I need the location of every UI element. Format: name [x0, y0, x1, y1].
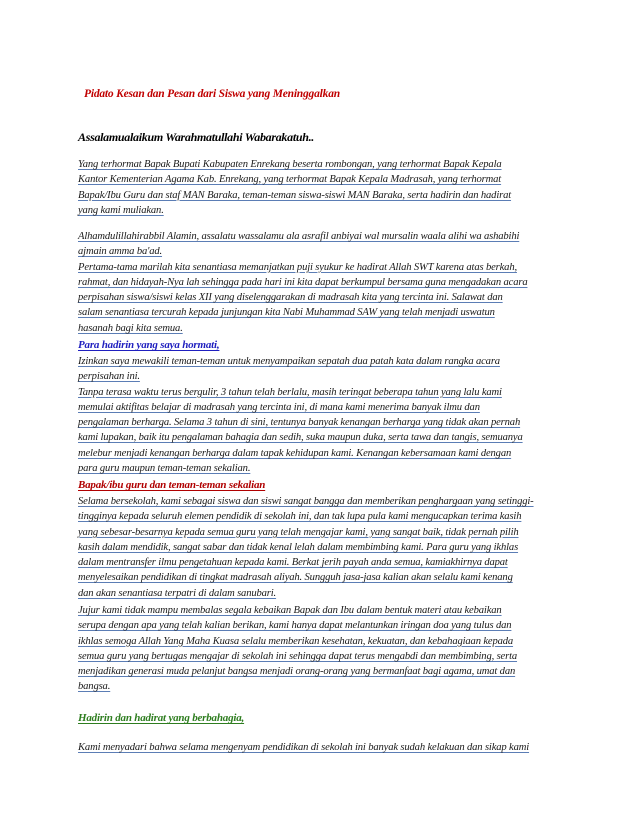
paragraph-prayer-for-teachers: [78, 603, 564, 695]
heading-hadirin-hadirat: Hadirin dan hadirat yang berbahagia,: [78, 712, 245, 724]
text-line: Kami menyadari bahwa selama mengenyam pendidikan di sekolah ini banyak sudah kelakuan dan sikap kami: [78, 742, 530, 753]
text-line: Izinkan saya mewakili teman-teman untuk menyampaikan sepatah dua patah kata dalam rangka acara: [78, 356, 500, 367]
text-line: semua guru yang bertugas mengajar di sekolah ini sehingga dapat terus mengabdi dan membimbing, serta: [78, 650, 518, 662]
text-line: ikhlas semoga Allah Yang Maha Kuasa selalu memberikan kesehatan, kekuatan, dan kebahagiaan kepada: [78, 635, 514, 647]
text-line: kasih dalam mendidik, sangat sabar dan tidak kenal lelah dalam membimbing kami. Para guru yang ikhlas: [78, 541, 519, 553]
paragraph-apology: [78, 740, 564, 755]
text-line: menjadikan generasi muda pelanjut bangsa menjadi orang-orang yang bermanfaat bagi agama, umat dan: [78, 666, 516, 678]
opening-greeting: Assalamualaikum Warahmatullahi Wabarakatuh..: [78, 130, 314, 144]
text-line: yang kami muliakan.: [78, 204, 164, 216]
text-line: Kantor Kementerian Agama Kab. Enrekang, yang terhormat Bapak Kepala Madrasah, yang terhormat: [78, 174, 502, 186]
text-line: Alhamdulillahirabbil Alamin, assalatu wassalamu ala asrafil anbiyai wal mursalin waala alihi wa ashabihi: [78, 231, 520, 242]
text-line: memulai aktifitas belajar di madrasah yang tercinta ini, di mana kami menerima banyak ilmu dan: [78, 401, 480, 413]
text-line: perpisahan siswa/siswi kelas XII yang diselenggarakan di madrasah kita yang tercinta ini. Salawat dan: [78, 292, 503, 304]
paragraph-gratitude: [78, 494, 564, 601]
text-line: tingginya kepada seluruh elemen pendidik di sekolah ini, dan tak lupa pula kami mengucapkan terima kasih: [78, 511, 522, 523]
text-line: Pertama-tama marilah kita senantiasa memanjatkan puji syukur ke hadirat Allah SWT karena atas berkah,: [78, 261, 517, 273]
text-line: melebur menjadi kenangan berharga dalam tapak kehidupan kami. Kenangan kebersamaan kami dengan: [78, 447, 512, 459]
text-line: dalam mentransfer ilmu pengetahuan kepada kami. Berkat jerih payah anda semua, kamiakhirnya dapat: [78, 557, 508, 569]
paragraph-salutations: [78, 157, 564, 218]
speech-title: Pidato Kesan dan Pesan dari Siswa yang Meninggalkan: [84, 88, 340, 100]
text-line: Bapak/Ibu Guru dan staf MAN Baraka, teman-teman siswa-siswi MAN Baraka, serta hadirin dan hadirat: [78, 189, 512, 201]
text-line: perpisahan ini.: [78, 371, 140, 383]
heading-bapak-ibu-guru: Bapak/ibu guru dan teman-teman sekalian: [78, 479, 266, 491]
text-line: Tanpa terasa waktu terus bergulir, 3 tahun telah berlalu, masih teringat beberapa tahun yang lalu kami: [78, 386, 502, 398]
text-line: para guru maupun teman-teman sekalian.: [78, 463, 251, 475]
paragraph-memories: [78, 354, 564, 476]
text-line: dan akan senantiasa terpatri di dalam sanubari.: [78, 587, 277, 599]
heading-para-hadirin: Para hadirin yang saya hormati,: [78, 339, 220, 351]
text-line: menyelesaikan pendidikan di tingkat madrasah aliyah. Sungguh jasa-jasa kalian akan selalu kami kenang: [78, 572, 513, 584]
paragraph-opening-prayer: [78, 229, 564, 336]
text-line: hasanah bagi kita semua.: [78, 322, 183, 334]
text-line: Selama bersekolah, kami sebagai siswa dan siswi sangat bangga dan memberikan penghargaan yang setinggi-: [78, 496, 534, 507]
text-line: ajmain amma ba'ad.: [78, 246, 163, 258]
text-line: rahmat, dan hidayah-Nya lah sehingga pada hari ini kita dapat berkumpul bersama guna mengadakan acara: [78, 276, 528, 288]
text-line: Yang terhormat Bapak Bupati Kabupaten Enrekang beserta rombongan, yang terhormat Bapak Kepala: [78, 159, 502, 170]
text-line: yang sebesar-besarnya kepada semua guru yang telah mengajar kami, yang sangat baik, tidak pernah pilih: [78, 526, 519, 538]
text-line: Jujur kami tidak mampu membalas segala kebaikan Bapak dan Ibu dalam bentuk materi atau kebaikan: [78, 605, 502, 616]
text-line: serupa dengan apa yang telah kalian berikan, kami hanya dapat melantunkan iringan doa yang tulus dan: [78, 620, 512, 632]
text-line: pengalaman berharga. Selama 3 tahun di sini, tentunya banyak kenangan berharga yang tidak akan pernah: [78, 417, 521, 429]
text-line: bangsa.: [78, 681, 111, 693]
text-line: kami lupakan, baik itu pengalaman bahagia dan sedih, suka maupun duka, serta tawa dan tangis, semuanya: [78, 432, 523, 444]
text-line: salam senantiasa tercurah kepada junjungan kita Nabi Muhammad SAW yang telah menjadi uswatun: [78, 307, 495, 319]
